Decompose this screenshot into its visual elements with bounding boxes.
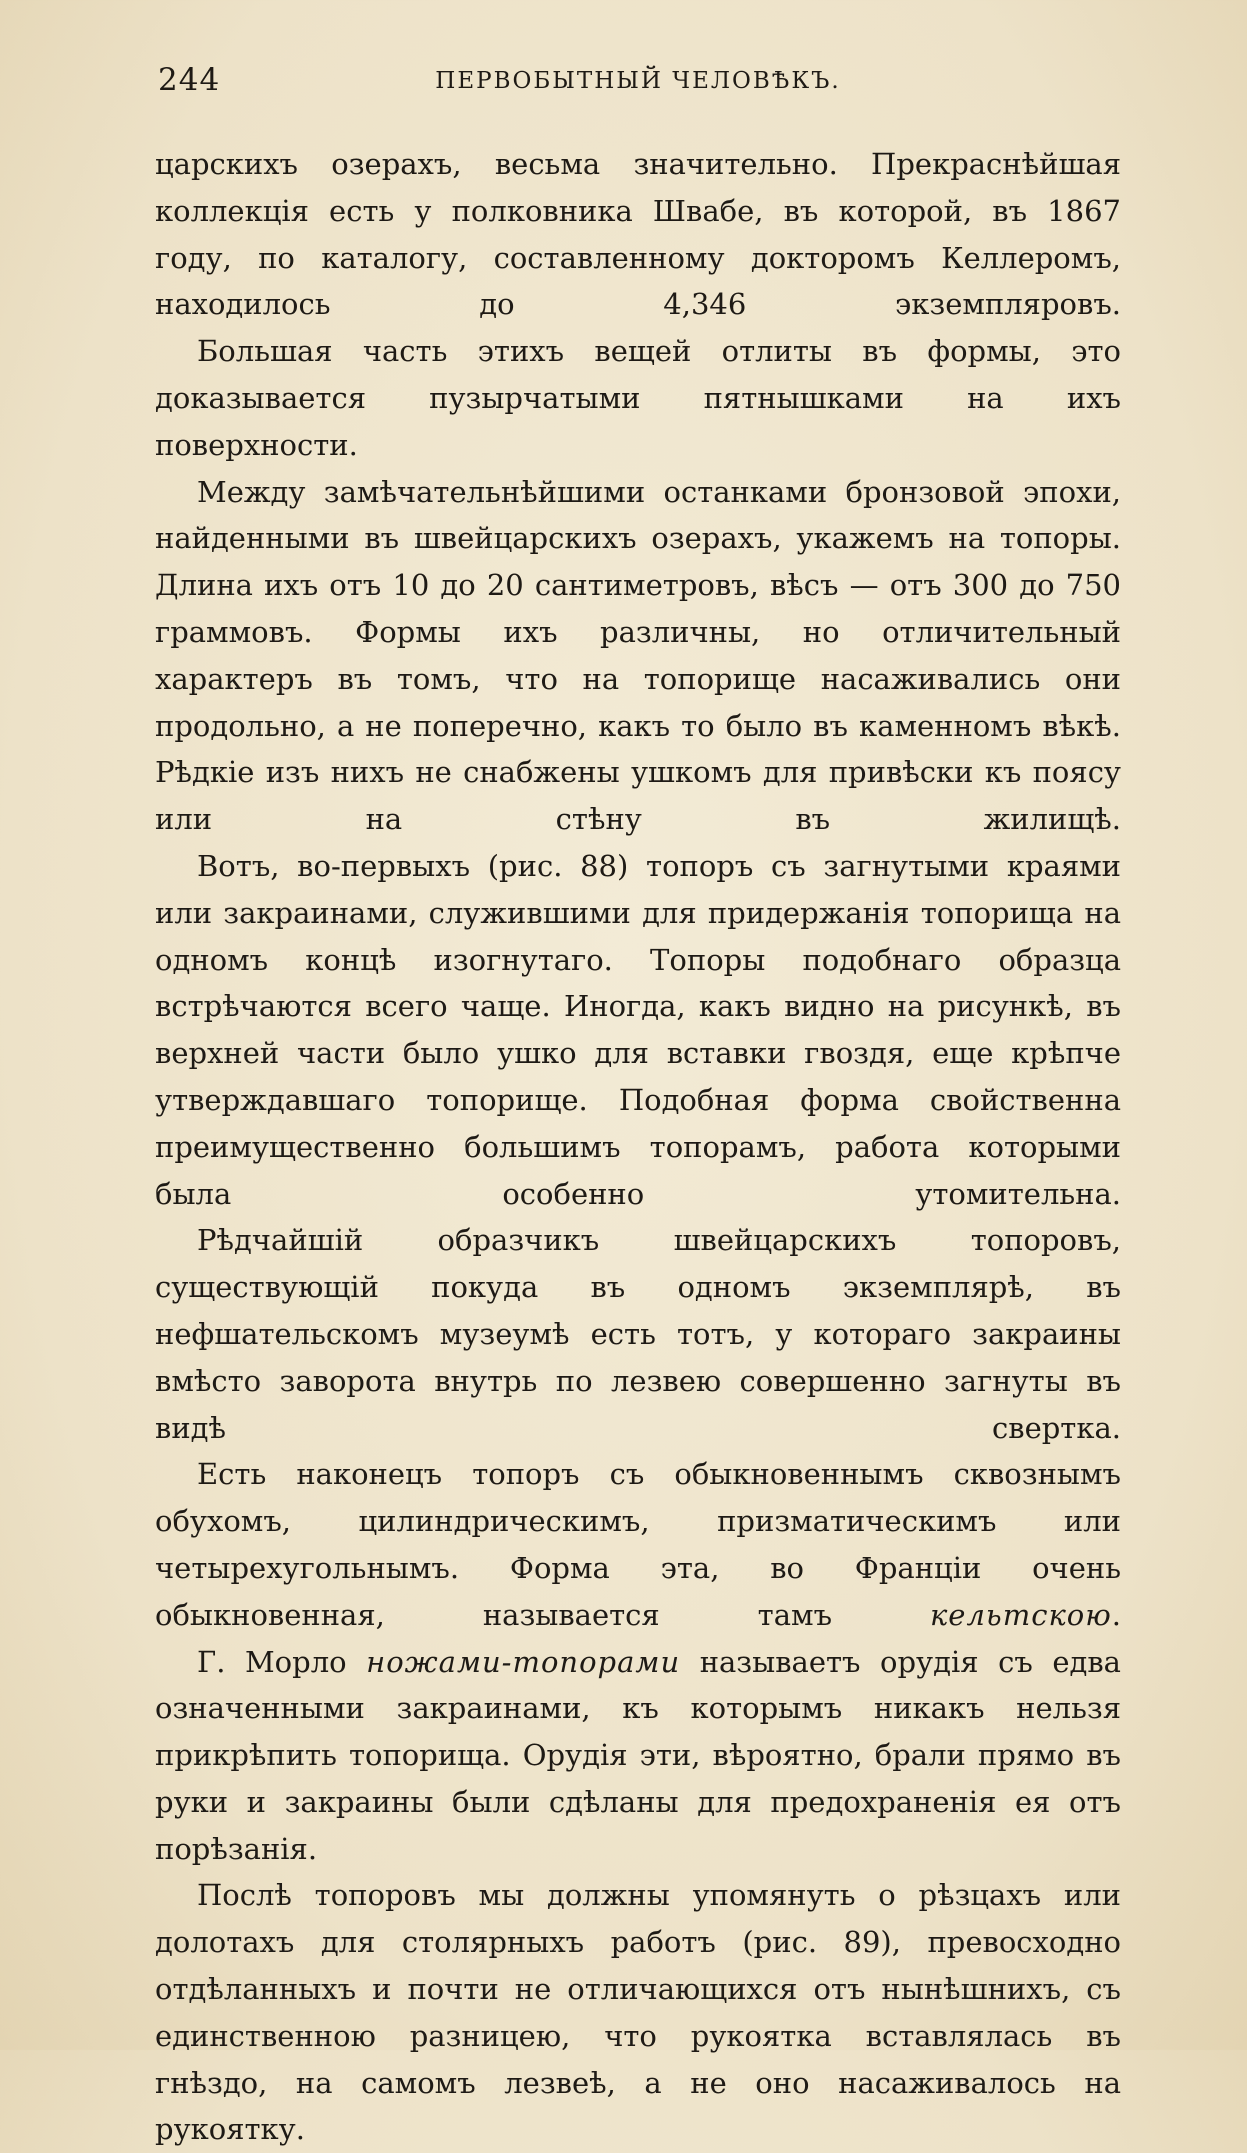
- paragraph-6-italic: кельтскою: [929, 1597, 1112, 1632]
- paragraph-6-end: .: [1111, 1597, 1121, 1632]
- paragraph-5: Рѣдчайшій образчикъ швейцарскихъ топоровъ, существующій покуда въ одномъ экземплярѣ, въ нефшательскомъ музеумѣ есть тотъ, у котораго закраины вмѣсто заворота внутрь по лезвею совершенно загнуты въ видѣ свертка.: [155, 1223, 1121, 1445]
- paragraph-7-italic: ножами-топорами: [366, 1644, 681, 1679]
- paragraph-8: Послѣ топоровъ мы должны упомянуть о рѣзцахъ или долотахъ для столярныхъ работъ (рис. 89), превосходно отдѣланныхъ и почти не отличающихся отъ нынѣшнихъ, съ единственною разницею, что рукоятка вставлялась въ гнѣздо, на самомъ лезвеѣ, а не оно насаживалось на рукоятку.: [155, 1878, 1121, 2147]
- running-title: ПЕРВОБЫТНЫЙ ЧЕЛОВѢКЪ.: [435, 68, 841, 94]
- paragraph-7: [155, 1639, 1121, 1873]
- paragraph-3: Между замѣчательнѣйшими останками бронзовой эпохи, найденными въ швейцарскихъ озерахъ, укажемъ на топоры. Длина ихъ отъ 10 до 20 сантиметровъ, вѣсъ — отъ 300 до 750 граммовъ. Формы ихъ различны, но отличительный характеръ въ томъ, что на топорище насаживались они продольно, а не поперечно, какъ то было въ каменномъ вѣкѣ. Рѣдкіе изъ нихъ не снабжены ушкомъ для привѣски къ поясу или на стѣну въ жилищѣ.: [155, 474, 1121, 837]
- page-header: [158, 62, 1118, 102]
- paragraph-6-text: Есть наконецъ топоръ съ обыкновеннымъ сквознымъ обухомъ, цилиндрическимъ, призматическимъ или четырехугольнымъ. Форма эта, во Франціи очень обыкновенная, называется тамъ: [155, 1457, 1121, 1632]
- paragraph-6: [155, 1451, 1121, 1638]
- paragraph-7-text: называетъ орудія съ едва означенными закраинами, къ которымъ никакъ нельзя прикрѣпить топорища. Орудія эти, вѣроятно, брали прямо въ руки и закраины были сдѣланы для предохраненія ея отъ порѣзанія.: [155, 1644, 1121, 1866]
- paragraph-2: Большая часть этихъ вещей отлиты въ формы, это доказывается пузырчатыми пятнышками на ихъ поверхности.: [155, 334, 1121, 462]
- page-number: 244: [158, 62, 221, 98]
- paragraph-4: Вотъ, во-первыхъ (рис. 88) топоръ съ загнутыми краями или закраинами, служившими для придержанія топорища на одномъ концѣ изогнутаго. Топоры подобнаго образца встрѣчаются всего чаще. Иногда, какъ видно на рисункѣ, въ верхней части было ушко для вставки гвоздя, еще крѣпче утверждавшаго топорище. Подобная форма свойственна преимущественно большимъ топорамъ, работа которыми была особенно утомительна.: [155, 848, 1121, 1211]
- paragraph-1: царскихъ озерахъ, весьма значительно. Прекраснѣйшая коллекція есть у полковника Швабе, въ которой, въ 1867 году, по каталогу, составленному докторомъ Келлеромъ, находилось до 4,346 экземпляровъ.: [155, 147, 1121, 322]
- paragraph-7-start: Г. Морло: [197, 1644, 367, 1679]
- text-column: [155, 141, 1121, 2153]
